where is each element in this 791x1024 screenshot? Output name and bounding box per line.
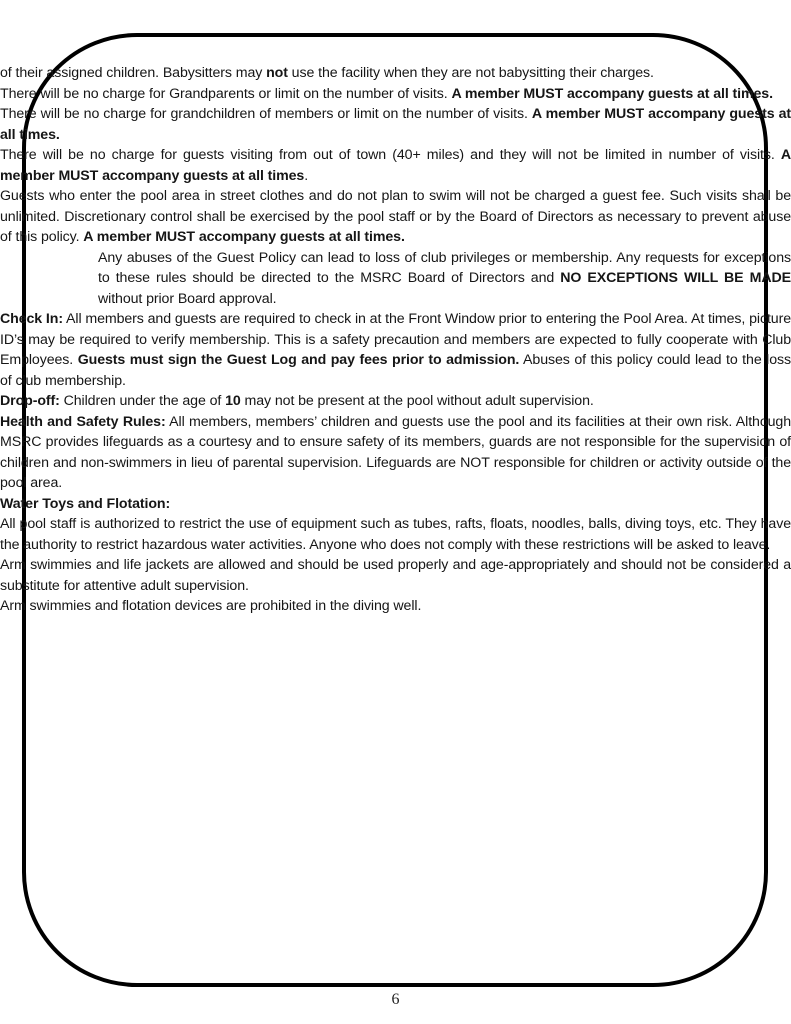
water-toys-item-2 bbox=[0, 555, 791, 596]
item-text: Guests who enter the pool area in street clothes and do not plan to swim will not be charged a guest fee. Such visits shall be unlimited. Discretionary control shall be exercised by the pool staff or by the Board of Directors as necessary to prevent abuse of this policy. A member MUST accompany guests at all times. bbox=[0, 188, 791, 245]
item-text: All pool staff is authorized to restrict the use of equipment such as tubes, rafts, floats, noodles, balls, diving toys, etc. They have the authority to restrict hazardous water activities. Anyone who does not comply with these restrictions will be asked to leave. bbox=[0, 516, 791, 553]
section-health-and-safety bbox=[0, 412, 791, 494]
item-text: There will be no charge for guests visiting from out of town (40+ miles) and they will not be limited in number of visits. A member MUST accompany guests at all times. bbox=[0, 147, 791, 184]
guest-rule-item-4 bbox=[0, 84, 791, 105]
item-text: Arm swimmies and life jackets are allowed and should be used properly and age-appropriately and should not be considered a substitute for attentive adult supervision. bbox=[0, 557, 791, 594]
water-toys-heading bbox=[0, 494, 791, 515]
drop-off-item bbox=[0, 391, 791, 412]
section-text: Health and Safety Rules: All members, members’ children and guests use the pool and its facilities at their own risk. Although MSRC provides lifeguards as a courtesy and to ensure safety of its members, guards are not responsible for the supervision of children and non-swimmers in lieu of parental supervision. Lifeguards are NOT responsible for children or activity outside of the pool area. bbox=[0, 413, 791, 491]
item-text: There will be no charge for grandchildren of members or limit on the number of visits. A member MUST accompany guests at all times. bbox=[0, 106, 791, 143]
page-number: 6 bbox=[391, 991, 400, 1008]
check-in-item bbox=[0, 309, 791, 391]
guest-rule-item-6 bbox=[0, 145, 791, 186]
item-text: Drop-off: Children under the age of 10 may not be present at the pool without adult supervision. bbox=[0, 393, 594, 409]
guest-rule-item-5 bbox=[0, 104, 791, 145]
water-toys-item-3 bbox=[0, 596, 791, 617]
item-text: There will be no charge for Grandparents or limit on the number of visits. A member MUST accompany guests at all times. bbox=[0, 85, 773, 102]
item-text: Arm swimmies and flotation devices are prohibited in the diving well. bbox=[0, 598, 422, 614]
water-toys-item-1 bbox=[0, 514, 791, 555]
continued-paragraph: of their assigned children. Babysitters may not use the facility when they are not babysitting their charges. bbox=[0, 65, 654, 81]
heading-text: Water Toys and Flotation: bbox=[0, 495, 171, 512]
item-text: Check In: All members and guests are required to check in at the Front Window prior to entering the Pool Area. At times, picture ID’s may be required to verify membership. This is a safety precaution and members are expected to fully cooperate with Club Employees. Guests must sign the Guest Log and pay fees prior to admission. Abuses of this policy could lead to the loss of club membership. bbox=[0, 311, 791, 389]
guest-policy-abuse-paragraph: Any abuses of the Guest Policy can lead to loss of club privileges or membership. Any requests for exceptions to these rules should be directed to the MSRC Board of Directors and NO EXCEPTIONS WILL BE MADE without prior Board approval. bbox=[98, 249, 791, 307]
guest-rule-item-7 bbox=[0, 186, 791, 248]
